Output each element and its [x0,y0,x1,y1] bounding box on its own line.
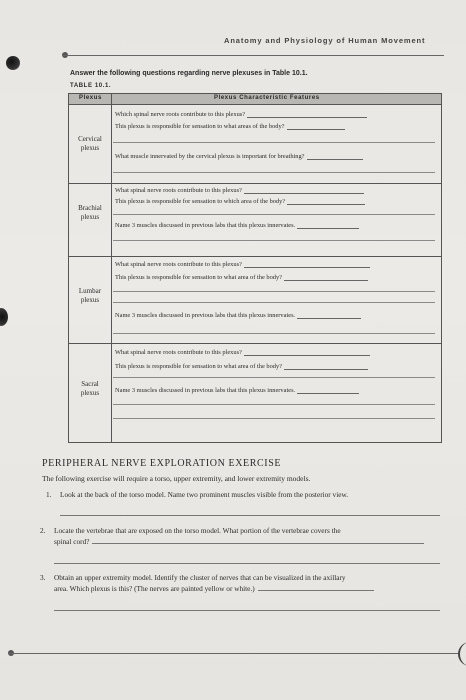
plexus-name [71,135,109,153]
answer-blank[interactable] [297,222,359,229]
question-text: What spinal nerve roots contribute to this plexus? [115,349,242,356]
question [115,198,365,205]
item-number: 3. [40,573,46,582]
header-rule [62,55,444,56]
question-text: What spinal nerve roots contribute to this plexus? [115,261,242,268]
table-header [69,94,441,105]
plexus-name-line: plexus [80,144,100,152]
answer-line[interactable] [113,142,435,143]
item-text: Look at the back of the torso model. Name two prominent muscles visible from the posterior view. [60,490,349,499]
binder-hole [0,308,8,326]
answer-line[interactable] [113,214,435,215]
answer-line[interactable] [113,333,435,334]
binder-hole [458,642,466,666]
answer-line[interactable] [113,240,435,241]
item-text-line: Obtain an upper extremity model. Identify the cluster of nerves that can be visualized in the axillary [54,573,346,582]
question [115,261,370,268]
question-text: This plexus is responsible for sensation to which area of the body? [115,198,286,205]
footer-rule [8,653,458,654]
answer-line[interactable] [113,377,435,378]
column-header-features: Plexus Characteristic Features [214,95,320,101]
answer-blank[interactable] [297,387,359,394]
table-label: TABLE 10.1. [70,83,112,89]
question-text: What muscle innervated by the cervical plexus is important for breathing? [115,153,305,160]
answer-line[interactable] [54,610,440,611]
table-row [69,344,441,442]
table-row [69,105,441,183]
question-text: What spinal nerve roots contribute to this plexus? [115,187,242,194]
answer-blank[interactable] [92,536,424,544]
question [115,123,345,130]
question-text: This plexus is responsible for sensation to what area of the body? [115,363,283,370]
question-text: Name 3 muscles discussed in previous labs that this plexus innervates. [115,222,296,229]
answer-blank[interactable] [284,363,368,370]
question [115,111,367,118]
binder-hole [6,56,20,70]
question-text: Name 3 muscles discussed in previous labs that this plexus innervates. [115,387,296,394]
answer-line[interactable] [54,563,440,564]
plexus-name [71,287,109,305]
item-number: 2. [40,526,46,535]
item-number: 1. [46,490,52,499]
plexus-name-line: Brachial [78,204,102,212]
exercise-item [40,526,424,547]
answer-line[interactable] [113,291,435,292]
item-text: spinal cord? [54,537,90,546]
question [115,153,363,160]
exercise-item [40,573,374,594]
question-text: Name 3 muscles discussed in previous labs that this plexus innervates. [115,312,296,319]
question [115,349,370,356]
question-text: This plexus is responsible for sensation to what area of the body? [115,274,283,281]
answer-blank[interactable] [244,349,370,356]
answer-line[interactable] [113,404,435,405]
answer-blank[interactable] [247,111,367,118]
question-text: This plexus is responsible for sensation to what areas of the body? [115,123,285,130]
question [115,363,368,370]
plexus-name-line: plexus [80,389,100,397]
answer-blank[interactable] [287,123,345,130]
answer-line[interactable] [113,418,435,419]
question-text: Which spinal nerve roots contribute to this plexus? [115,111,246,118]
item-text-line [54,583,374,594]
section-intro: The following exercise will require a torso, upper extremity, and lower extremity models. [42,474,311,483]
answer-blank[interactable] [297,312,361,319]
answer-blank[interactable] [287,198,365,205]
answer-blank[interactable] [244,261,370,268]
item-text-line [54,536,424,547]
plexus-name-line: Lumbar [78,287,102,295]
item-text: area. Which plexus is this? (The nerves are painted yellow or white.) [54,584,255,593]
answer-line[interactable] [113,302,435,303]
answer-line[interactable] [113,172,435,173]
section-title: PERIPHERAL NERVE EXPLORATION EXERCISE [42,458,282,469]
plexus-name [71,380,109,398]
answer-blank[interactable] [284,274,368,281]
question [115,312,361,319]
answer-blank[interactable] [258,583,374,591]
plexus-table [68,93,442,443]
table-row [69,257,441,343]
plexus-name [71,204,109,222]
plexus-name-line: plexus [80,213,100,221]
table-row [69,184,441,256]
running-header: Anatomy and Physiology of Human Movement [224,36,426,45]
question [115,387,359,394]
answer-blank[interactable] [307,153,363,160]
question [115,187,364,194]
plexus-name-line: Cervical [78,135,102,143]
column-header-plexus: Plexus [79,95,102,101]
exercise-item [46,490,349,500]
table-instruction: Answer the following questions regarding nerve plexuses in Table 10.1. [70,70,308,77]
plexus-name-line: Sacral [81,380,99,388]
answer-blank[interactable] [244,187,364,194]
question [115,274,368,281]
plexus-name-line: plexus [80,296,100,304]
answer-line[interactable] [60,515,440,516]
question [115,222,359,229]
item-text-line: Locate the vertebrae that are exposed on the torso model. What portion of the vertebrae covers the [54,526,341,535]
